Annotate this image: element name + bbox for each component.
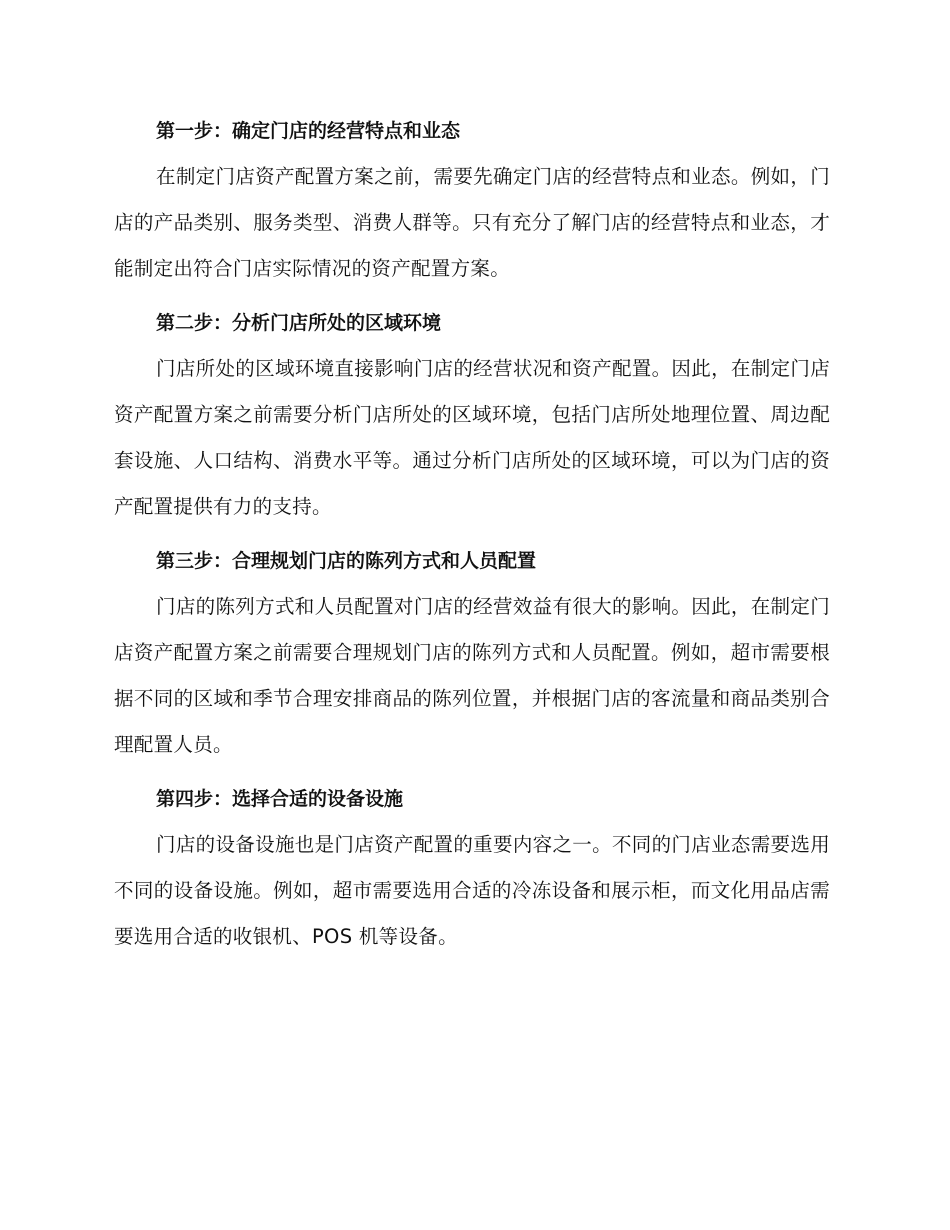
section-step-1 xyxy=(114,108,830,292)
section-paragraph: 在制定门店资产配置方案之前，需要先确定门店的经营特点和业态。例如，门店的产品类别、服务类型、消费人群等。只有充分了解门店的经营特点和业态，才能制定出符合门店实际情况的资产配置方案。 xyxy=(114,165,830,280)
section-step-4 xyxy=(114,776,830,960)
section-heading: 第三步：合理规划门店的陈列方式和人员配置 xyxy=(156,550,537,572)
document-body xyxy=(114,108,830,968)
section-paragraph: 门店的设备设施也是门店资产配置的重要内容之一。不同的门店业态需要选用不同的设备设施。例如，超市需要选用合适的冷冻设备和展示柜，而文化用品店需要选用合适的收银机、POS 机等设备。 xyxy=(114,833,830,948)
section-step-2 xyxy=(114,300,830,530)
section-paragraph: 门店所处的区域环境直接影响门店的经营状况和资产配置。因此，在制定门店资产配置方案之前需要分析门店所处的区域环境，包括门店所处地理位置、周边配套设施、人口结构、消费水平等。通过分析门店所处的区域环境，可以为门店的资产配置提供有力的支持。 xyxy=(114,357,830,518)
section-heading: 第二步：分析门店所处的区域环境 xyxy=(156,312,442,334)
section-heading: 第四步：选择合适的设备设施 xyxy=(156,788,404,810)
section-heading: 第一步：确定门店的经营特点和业态 xyxy=(156,120,461,142)
section-step-3 xyxy=(114,538,830,768)
section-paragraph: 门店的陈列方式和人员配置对门店的经营效益有很大的影响。因此，在制定门店资产配置方案之前需要合理规划门店的陈列方式和人员配置。例如，超市需要根据不同的区域和季节合理安排商品的陈列位置，并根据门店的客流量和商品类别合理配置人员。 xyxy=(114,595,830,756)
